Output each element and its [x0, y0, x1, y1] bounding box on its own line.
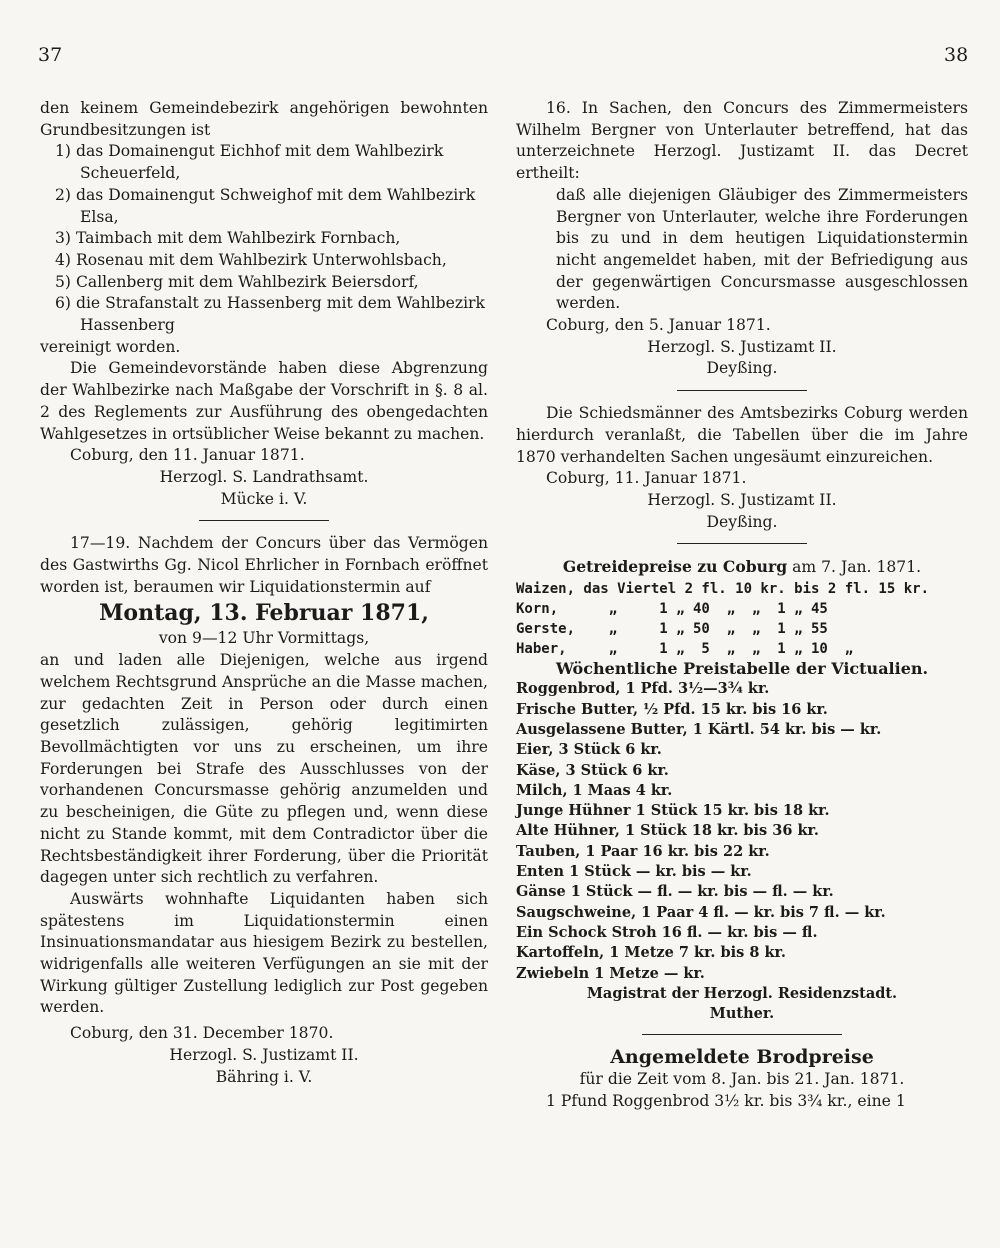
getreide-title: Getreidepreise zu Coburg [562, 557, 788, 577]
decree: daß alle diejenigen Gläubiger des Zimmermeisters Bergner von Unterlauter, welche ihre Forderungen bis zu und in dem heutigen Liquidationstermin nicht angemeldet haben, mit der Befriedigung aus der gegenwärtigen Concursmasse ausgeschlossen werden. [556, 185, 968, 313]
paragraph: an und laden alle Diejenigen, welche aus irgend welchem Rechtsgrund Ansprüche an die Masse machen, zur gedachten Zeit in Person oder durch einen gesetzlich zulässigen, gehörig legitimirten Bevollmächtigten vor uns zu erscheinen, um ihre Forderungen bei Strafe des Ausschlusses von der vorhandenen Concursmasse gehörig anzumelden und zu bescheinigen, die Güte zu pflegen und, wenn diese nicht zu Stande kommt, mit dem Contradictor über die Rechtsbeständigkeit ihrer Forderung, über die Priorität dagegen unter sich rechtlich zu verfahren. [40, 651, 488, 887]
table-row: Junge Hühner 1 Stück 15 kr. bis 18 kr. [516, 802, 830, 820]
table-row: Alte Hühner, 1 Stück 18 kr. bis 36 kr. [516, 822, 819, 840]
date-line: Coburg, den 5. Januar 1871. [546, 316, 771, 335]
brod-title: Angemeldete Brodpreise [610, 1046, 874, 1069]
table-row: Käse, 3 Stück 6 kr. [516, 761, 669, 779]
divider [677, 390, 807, 391]
table-row: Enten 1 Stück — kr. bis — kr. [516, 863, 752, 881]
table-row: Korn, „ 1 „ 40 „ „ 1 „ 45 [516, 601, 828, 618]
concurs-bergner-notice [516, 98, 968, 380]
list-item: 1) das Domainengut Eichhof mit dem Wahlbezirk Scheuerfeld, [55, 142, 444, 183]
list-item: 6) die Strafanstalt zu Hassenberg mit dem Wahlbezirk Hassenberg [55, 294, 485, 335]
table-row: Eier, 3 Stück 6 kr. [516, 741, 662, 759]
table-row: Kartoffeln, 1 Metze 7 kr. bis 8 kr. [516, 944, 786, 962]
brodpreise [516, 1047, 968, 1112]
date-line: Coburg, den 31. December 1870. [70, 1024, 334, 1043]
office-line: Herzogl. S. Landrathsamt. [159, 467, 369, 486]
paragraph: 17—19. Nachdem der Concurs über das Vermögen des Gastwirths Gg. Nicol Ehrlicher in Fornbach eröffnet worden ist, beraumen wir Liquidationstermin auf [40, 534, 488, 596]
brod-line: 1 Pfund Roggenbrod 3½ kr. bis 3¾ kr., eine 1 [546, 1091, 906, 1110]
table-row: Frische Butter, ½ Pfd. 15 kr. bis 16 kr. [516, 700, 828, 718]
office-line: Herzogl. S. Justizamt II. [647, 490, 837, 509]
paragraph: 16. In Sachen, den Concurs des Zimmermeisters Wilhelm Bergner von Unterlauter betreffend, hat das unterzeichnete Herzogl. Justizamt II. das Decret ertheilt: [516, 99, 968, 183]
date-line: Coburg, 11. Januar 1871. [546, 469, 747, 488]
table-row: Waizen, das Viertel 2 fl. 10 kr. bis 2 fl. 15 kr. [516, 581, 930, 598]
table-row: Ein Schock Stroh 16 fl. — kr. bis — fl. [516, 923, 818, 941]
signer-line: Deyßing. [706, 512, 778, 531]
office-line: Herzogl. S. Justizamt II. [647, 337, 837, 356]
wahl-list [40, 141, 488, 336]
text-line: vereinigt worden. [40, 337, 181, 356]
table-row: Roggenbrod, 1 Pfd. 3½—3¾ kr. [516, 680, 770, 698]
page-number-left: 37 [38, 44, 63, 66]
list-item: 5) Callenberg mit dem Wahlbezirk Beiersdorf, [55, 272, 419, 291]
signer-line: Deyßing. [706, 359, 778, 378]
table-row: Gerste, „ 1 „ 50 „ „ 1 „ 55 [516, 621, 828, 638]
table-row: Zwiebeln 1 Metze — kr. [516, 964, 705, 982]
office-line: Herzogl. S. Justizamt II. [169, 1045, 359, 1064]
paragraph: Die Gemeindevorstände haben diese Abgrenzung der Wahlbezirke nach Maßgabe der Vorschrift in §. 8 al. 2 des Reglements zur Ausführung des obengedachten Wahlgesetzes in ortsüblicher Weise bekannt zu machen. [40, 359, 488, 443]
victualien-title: Wöchentliche Preistabelle der Victualien. [555, 659, 929, 679]
right-column [516, 98, 968, 1113]
getreide-date: am 7. Jan. 1871. [792, 558, 922, 577]
wahlbezirk-notice [40, 98, 488, 510]
table-row: Tauben, 1 Paar 16 kr. bis 22 kr. [516, 842, 770, 860]
termin-date: Montag, 13. Februar 1871, [99, 600, 429, 627]
office-line: Magistrat der Herzogl. Residenzstadt. [586, 984, 898, 1002]
signer-line: Bähring i. V. [215, 1067, 313, 1086]
termin-time: von 9—12 Uhr Vormittags, [158, 629, 370, 648]
list-item: 3) Taimbach mit dem Wahlbezirk Fornbach, [55, 229, 401, 248]
list-item: 4) Rosenau mit dem Wahlbezirk Unterwohlsbach, [55, 250, 447, 269]
schiedsmaenner-notice [516, 403, 968, 533]
text-line: den keinem Gemeindebezirk angehörigen bewohnten [40, 99, 488, 117]
date-line: Coburg, den 11. Januar 1871. [70, 446, 305, 465]
left-column [40, 98, 488, 1088]
brod-subtitle: für die Zeit vom 8. Jan. bis 21. Jan. 1871. [579, 1070, 905, 1089]
table-row: Ausgelassene Butter, 1 Kärtl. 54 kr. bis — kr. [516, 720, 882, 738]
getreidepreise [516, 556, 968, 659]
divider [677, 543, 807, 544]
divider [642, 1034, 842, 1035]
table-row: Milch, 1 Maas 4 kr. [516, 781, 673, 799]
table-row: Haber, „ 1 „ 5 „ „ 1 „ 10 „ [516, 641, 854, 658]
text-line: Grundbesitzungen ist [40, 120, 211, 139]
getreide-table [516, 579, 968, 659]
paragraph: Auswärts wohnhafte Liquidanten haben sich spätestens im Liquidationstermin einen Insinuationsmandatar aus hiesigem Bezirk zu bestellen, widrigenfalls alle weiteren Verfügungen an sie mit der Wirkung gültiger Zustellung lediglich zur Post gegeben werden. [40, 889, 488, 1017]
table-row: Gänse 1 Stück — fl. — kr. bis — fl. — kr. [516, 883, 834, 901]
divider [199, 520, 329, 521]
signer-line: Muther. [709, 1005, 775, 1023]
victualien-table [516, 659, 968, 1024]
concurs-ehrlicher-notice [40, 533, 488, 1088]
page-number-right: 38 [944, 44, 969, 66]
list-item: 2) das Domainengut Schweighof mit dem Wahlbezirk Elsa, [55, 185, 476, 226]
paragraph: Die Schiedsmänner des Amtsbezirks Coburg werden hierdurch veranlaßt, die Tabellen über die im Jahre 1870 verhandelten Sachen ungesäumt einzureichen. [516, 404, 968, 466]
signer-line: Mücke i. V. [220, 489, 308, 508]
table-row: Saugschweine, 1 Paar 4 fl. — kr. bis 7 fl. — kr. [516, 903, 886, 921]
